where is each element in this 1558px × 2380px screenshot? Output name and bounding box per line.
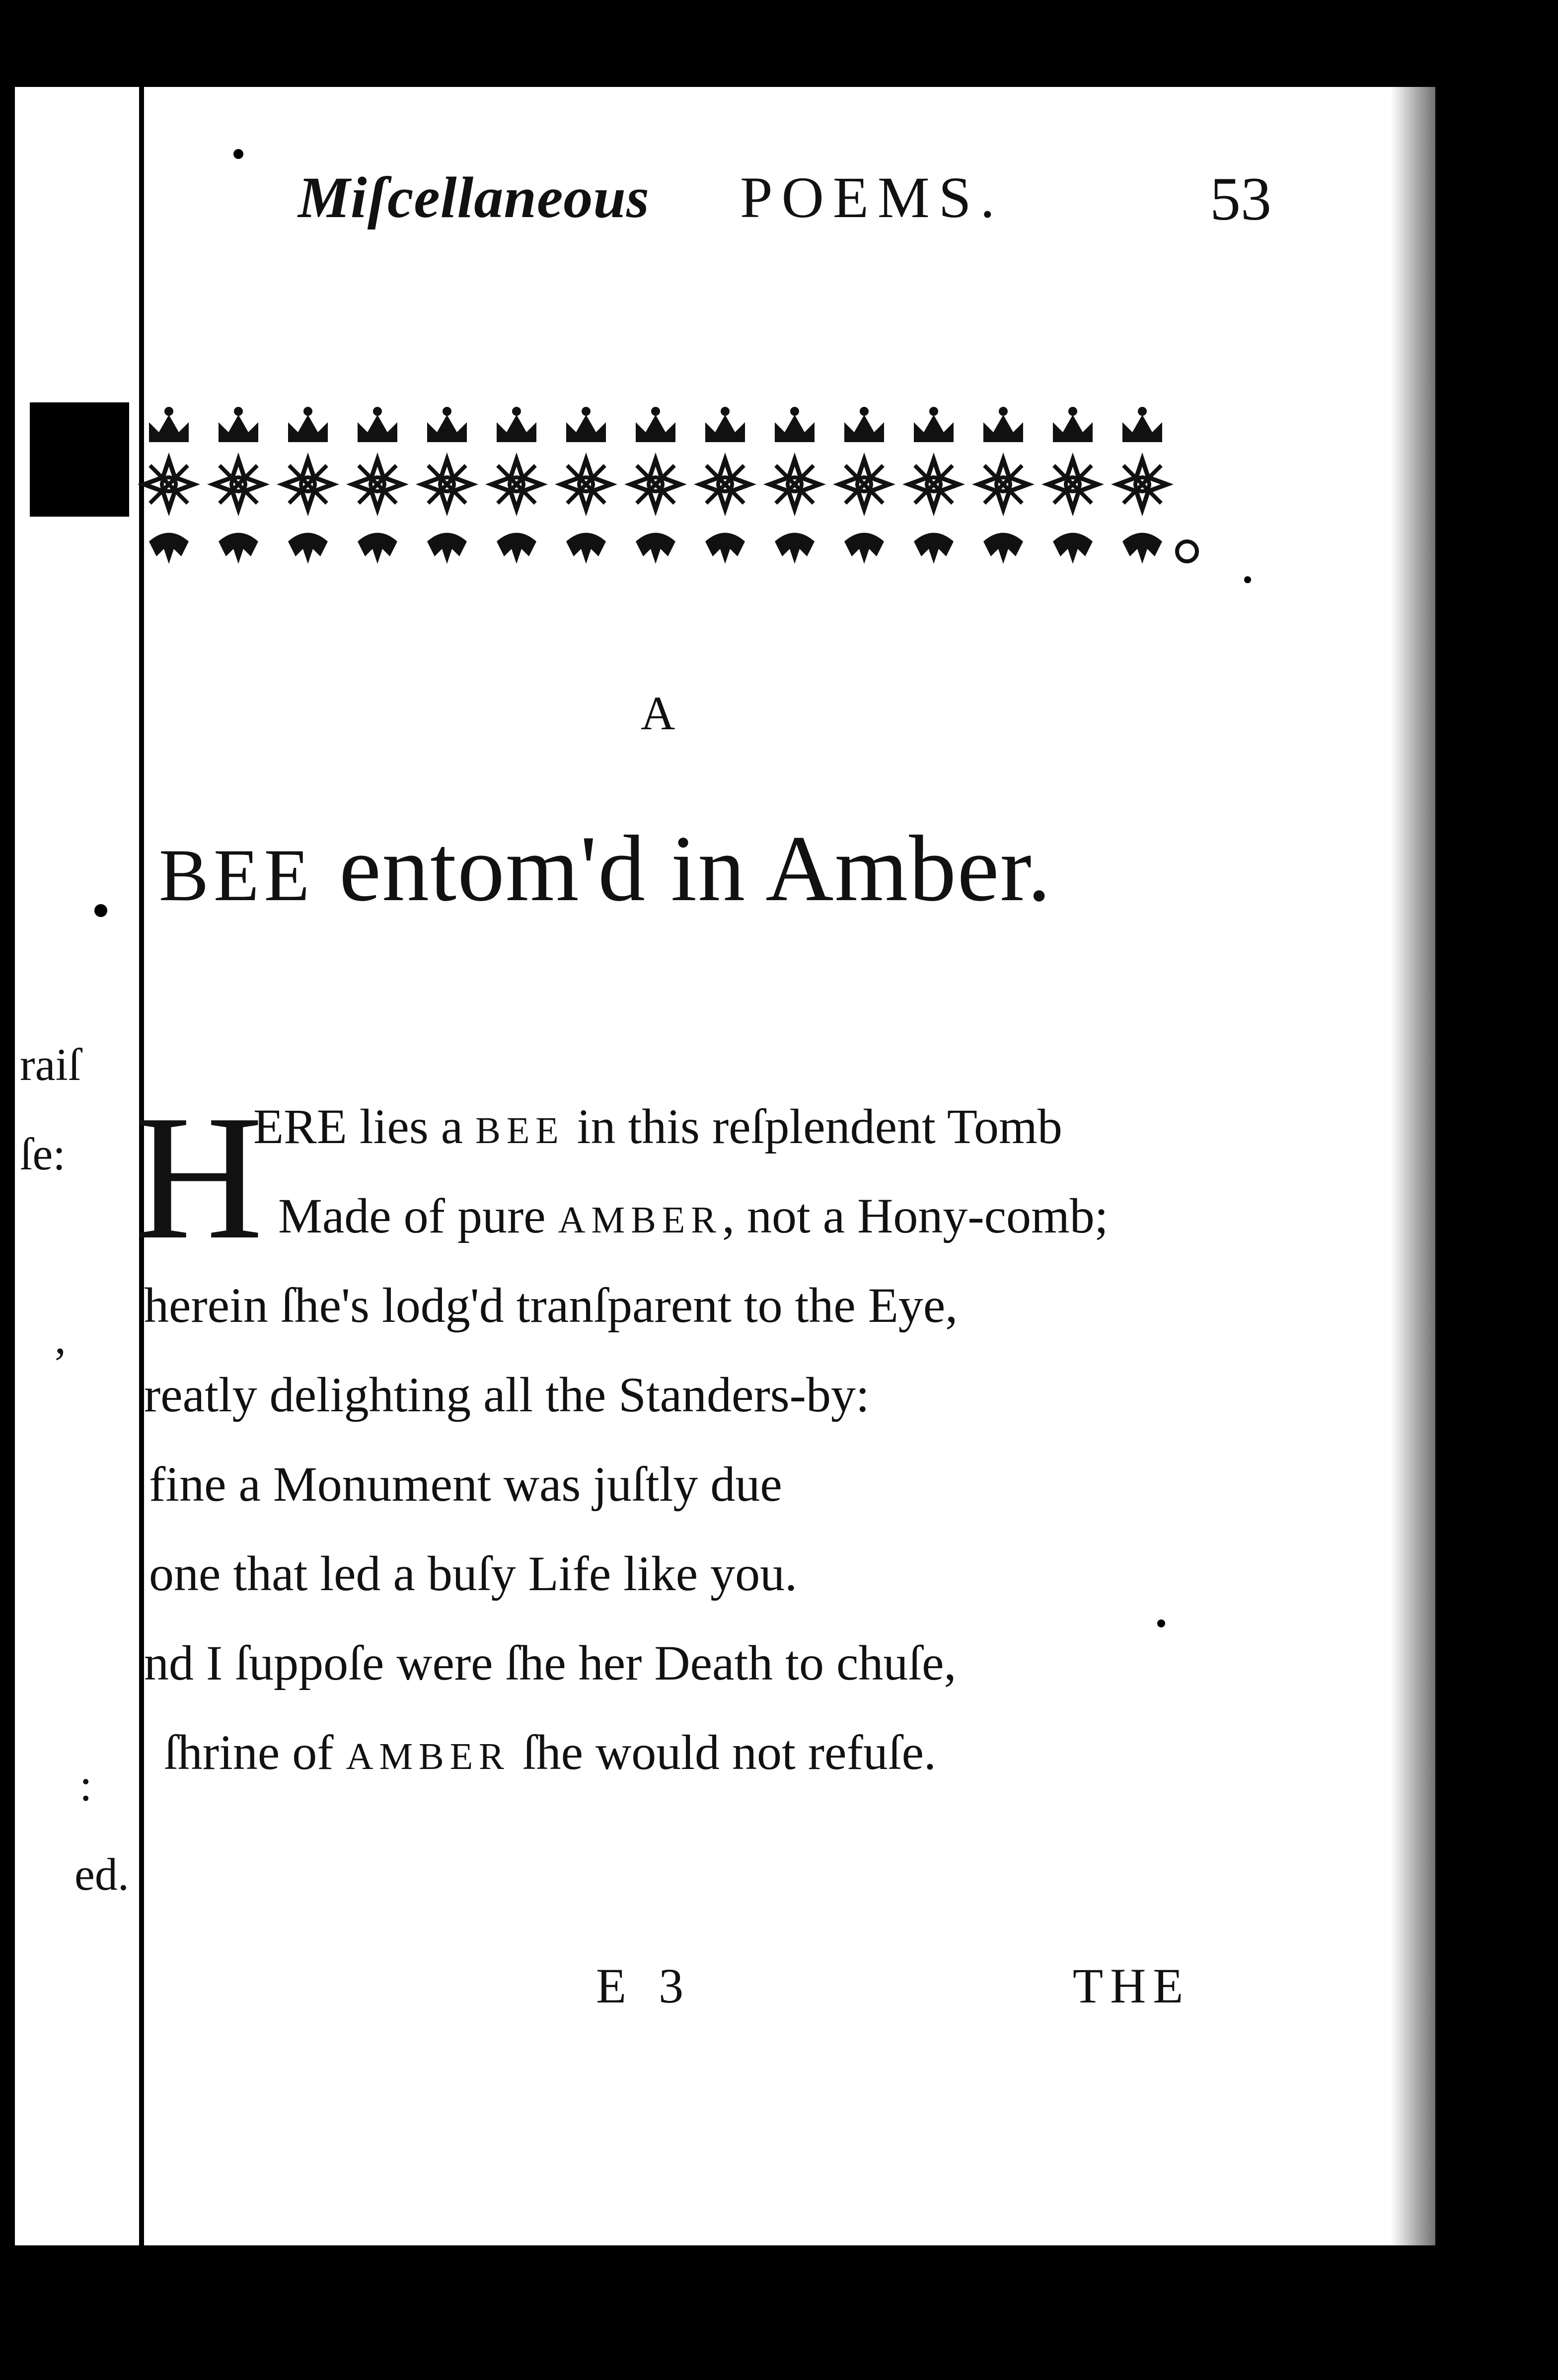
signature-mark: E 3 xyxy=(596,1958,694,2013)
scan-speck xyxy=(94,904,107,917)
gutter-shadow xyxy=(0,87,15,2273)
poem-line: Made of pure AMBER, not a Hony-comb; xyxy=(278,1188,1109,1243)
poem-line: fine a Monument was juſtly due xyxy=(149,1457,782,1512)
poem-line: herein ſhe's lodg'd tranſparent to the Eye, xyxy=(144,1278,958,1333)
scan-speck xyxy=(1157,1619,1165,1627)
page-edge-shadow xyxy=(1391,87,1470,2303)
poem-line: one that led a buſy Life like you. xyxy=(149,1546,798,1601)
poem-title xyxy=(159,815,1052,923)
poem-line: nd I ſuppoſe were ſhe her Death to chuſe, xyxy=(144,1635,957,1690)
drop-cap: H xyxy=(134,1078,263,1276)
scan-speck xyxy=(1244,576,1251,583)
scan-border xyxy=(0,2245,1465,2380)
ornamental-headpiece xyxy=(30,392,1222,576)
title-article: A xyxy=(641,687,675,740)
running-title: Miſcellaneous xyxy=(298,165,650,230)
title-rest: entom'd in Amber. xyxy=(314,817,1052,921)
catchword: THE xyxy=(1073,1958,1190,2013)
poem-line: ERE lies a BEE in this reſplendent Tomb xyxy=(253,1099,1062,1154)
previous-page-fragment: ed. xyxy=(74,1849,129,1900)
poem-line: ſhrine of AMBER ſhe would not refuſe. xyxy=(164,1725,936,1780)
previous-page-fragment: , xyxy=(55,1312,66,1363)
previous-page-fragment: raiſ xyxy=(20,1039,81,1090)
title-small-caps: BEE xyxy=(159,834,315,917)
running-section: POEMS. xyxy=(740,165,1004,230)
page-number: 53 xyxy=(1210,165,1271,233)
scan-speck xyxy=(233,149,243,159)
previous-page-fragment: : xyxy=(79,1760,92,1810)
running-header xyxy=(298,164,1271,243)
poem-line: reatly delighting all the Standers-by: xyxy=(144,1367,870,1422)
previous-page-fragment: ſe: xyxy=(20,1129,66,1179)
